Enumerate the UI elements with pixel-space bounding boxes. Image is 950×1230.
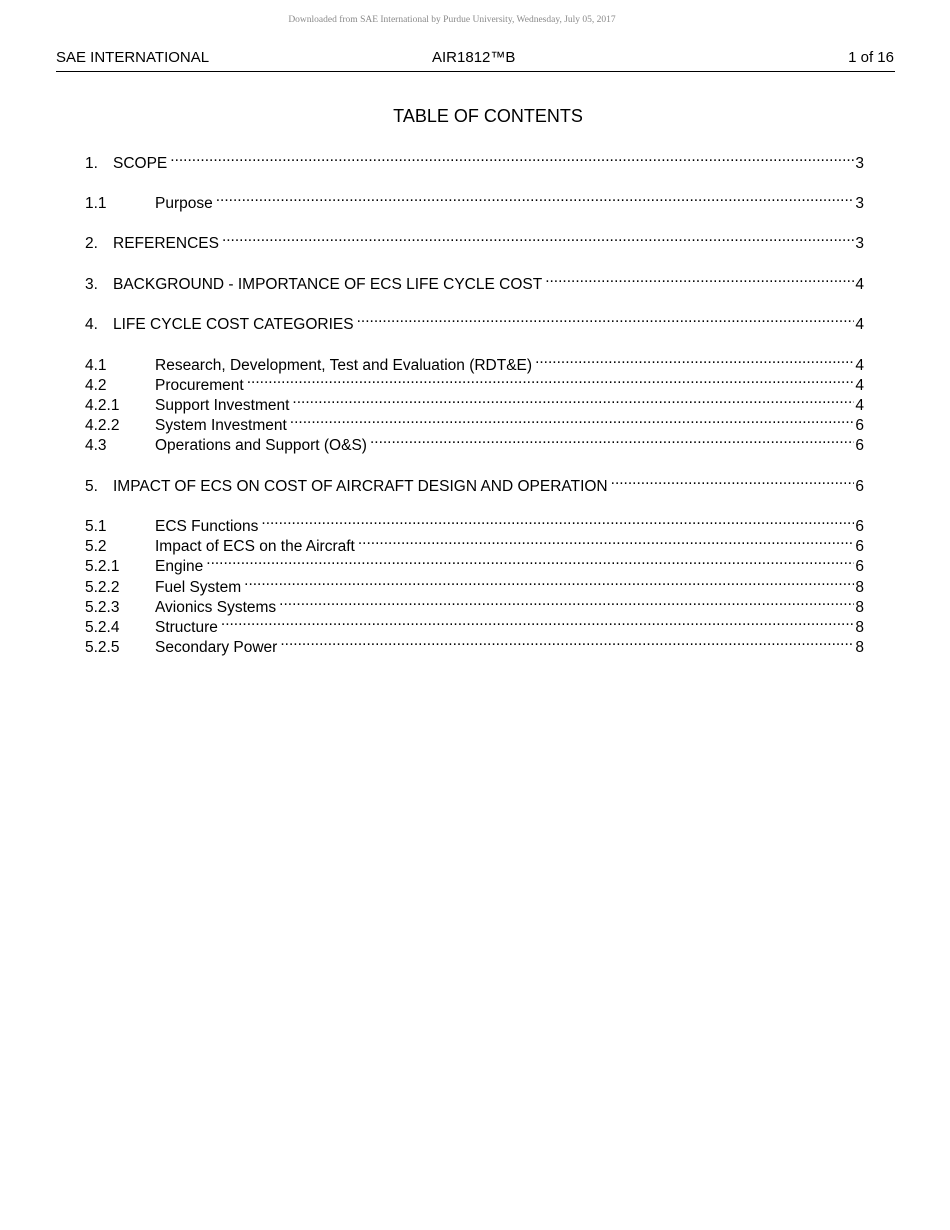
toc-entry[interactable] bbox=[85, 531, 864, 555]
toc-entry-number: 4.3 bbox=[85, 437, 107, 454]
toc-dot-leader bbox=[370, 430, 854, 450]
toc-entry-title: LIFE CYCLE COST CATEGORIES bbox=[113, 316, 354, 333]
toc-dot-leader bbox=[244, 572, 854, 592]
toc-entry[interactable] bbox=[85, 309, 864, 333]
toc-dot-leader bbox=[221, 612, 854, 632]
toc-entry-page: 6 bbox=[855, 558, 864, 575]
toc-dot-leader bbox=[280, 632, 854, 652]
toc-entry[interactable] bbox=[85, 350, 864, 374]
toc-dot-leader bbox=[358, 531, 855, 551]
header-page-indicator: 1 of 16 bbox=[848, 49, 894, 66]
toc-entry-page: 4 bbox=[855, 316, 864, 333]
toc-dot-leader bbox=[247, 370, 855, 390]
toc-entry-title: Fuel System bbox=[155, 579, 242, 596]
toc-entry-title: BACKGROUND - IMPORTANCE OF ECS LIFE CYCLE COST bbox=[113, 276, 543, 293]
toc-entry-number: 5.2.3 bbox=[85, 599, 120, 616]
toc-entry-title: Avionics Systems bbox=[155, 599, 277, 616]
toc-entry-number: 4.2.2 bbox=[85, 417, 120, 434]
toc-dot-leader bbox=[357, 309, 855, 329]
toc-entry-title: Purpose bbox=[155, 195, 213, 212]
toc-entry-title: Procurement bbox=[155, 377, 244, 394]
download-watermark-note: Downloaded from SAE International by Purdue University, Wednesday, July 05, 2017 bbox=[288, 15, 616, 25]
toc-entry[interactable] bbox=[85, 592, 864, 616]
toc-entry[interactable] bbox=[85, 410, 864, 434]
toc-entry-number: 2. bbox=[85, 235, 98, 252]
page-header bbox=[56, 49, 895, 72]
toc-entry[interactable] bbox=[85, 551, 864, 575]
toc-entry-page: 4 bbox=[855, 276, 864, 293]
toc-entry-page: 6 bbox=[855, 417, 864, 434]
toc-entry[interactable] bbox=[85, 612, 864, 636]
toc-entry-number: 4.1 bbox=[85, 357, 107, 374]
toc-entry-title: IMPACT OF ECS ON COST OF AIRCRAFT DESIGN AND OPERATION bbox=[113, 478, 608, 495]
toc-entry-number: 5.2.5 bbox=[85, 639, 120, 656]
toc-entry-page: 4 bbox=[855, 357, 864, 374]
toc-dot-leader bbox=[222, 228, 854, 248]
toc-entry-page: 3 bbox=[855, 155, 864, 172]
toc-entry[interactable] bbox=[85, 188, 864, 212]
toc-entry-page: 6 bbox=[855, 478, 864, 495]
toc-entry-number: 5.2.2 bbox=[85, 579, 120, 596]
toc-entry[interactable] bbox=[85, 632, 864, 656]
toc-dot-leader bbox=[206, 551, 854, 571]
toc-entry[interactable] bbox=[85, 228, 864, 252]
toc-dot-leader bbox=[261, 511, 854, 531]
toc-entry-page: 6 bbox=[855, 437, 864, 454]
toc-entry[interactable] bbox=[85, 148, 864, 172]
toc-entry-page: 8 bbox=[855, 639, 864, 656]
toc-entry-page: 8 bbox=[855, 579, 864, 596]
toc-entry-title: Research, Development, Test and Evaluation (RDT&E) bbox=[155, 357, 533, 374]
toc-dot-leader bbox=[216, 188, 855, 208]
toc-entry-number: 3. bbox=[85, 276, 98, 293]
toc-entry-page: 4 bbox=[855, 397, 864, 414]
toc-entry-number: 5.2.4 bbox=[85, 619, 120, 636]
toc-entry-title: System Investment bbox=[155, 417, 287, 434]
header-organization: SAE INTERNATIONAL bbox=[56, 49, 210, 66]
toc-entry-number: 4. bbox=[85, 316, 98, 333]
toc-entry-number: 4.2.1 bbox=[85, 397, 120, 414]
header-document-id: AIR1812™B bbox=[432, 49, 516, 66]
toc-dot-leader bbox=[545, 269, 854, 289]
toc-entry[interactable] bbox=[85, 390, 864, 414]
toc-entry-title: Operations and Support (O&S) bbox=[155, 437, 367, 454]
toc-entry-page: 4 bbox=[855, 377, 864, 394]
toc-entry-number: 5.2.1 bbox=[85, 558, 120, 575]
toc-entry-title: SCOPE bbox=[113, 155, 168, 172]
toc-entry-page: 3 bbox=[855, 195, 864, 212]
toc-entry[interactable] bbox=[85, 370, 864, 394]
toc-entry-page: 6 bbox=[855, 538, 864, 555]
toc-entry-title: Structure bbox=[155, 619, 218, 636]
toc-entry[interactable] bbox=[85, 572, 864, 596]
toc-entry-title: Secondary Power bbox=[155, 639, 278, 656]
toc-dot-leader bbox=[170, 148, 854, 168]
toc-entry-title: ECS Functions bbox=[155, 518, 259, 535]
toc-entry-page: 6 bbox=[855, 518, 864, 535]
toc-entry-page: 8 bbox=[855, 619, 864, 636]
toc-entry-page: 3 bbox=[855, 235, 864, 252]
toc-entry-number: 1. bbox=[85, 155, 98, 172]
toc-dot-leader bbox=[292, 390, 854, 410]
toc-entry[interactable] bbox=[85, 471, 864, 495]
toc-entry-title: Support Investment bbox=[155, 397, 290, 414]
toc-entry[interactable] bbox=[85, 269, 864, 293]
toc-entry[interactable] bbox=[85, 511, 864, 535]
toc-entry-number: 5. bbox=[85, 478, 98, 495]
toc-entry-number: 4.2 bbox=[85, 377, 107, 394]
toc-dot-leader bbox=[290, 410, 855, 430]
toc-entry[interactable] bbox=[85, 430, 864, 454]
toc-entry-title: Impact of ECS on the Aircraft bbox=[155, 538, 355, 555]
toc-dot-leader bbox=[611, 471, 855, 491]
toc-title: TABLE OF CONTENTS bbox=[393, 106, 583, 126]
toc-entry-page: 8 bbox=[855, 599, 864, 616]
toc-entry-number: 5.2 bbox=[85, 538, 107, 555]
toc-dot-leader bbox=[279, 592, 854, 612]
toc-entry-title: REFERENCES bbox=[113, 235, 219, 252]
toc-entry-number: 5.1 bbox=[85, 518, 107, 535]
toc-entry-title: Engine bbox=[155, 558, 204, 575]
toc-dot-leader bbox=[535, 350, 854, 370]
toc-entry-number: 1.1 bbox=[85, 195, 107, 212]
